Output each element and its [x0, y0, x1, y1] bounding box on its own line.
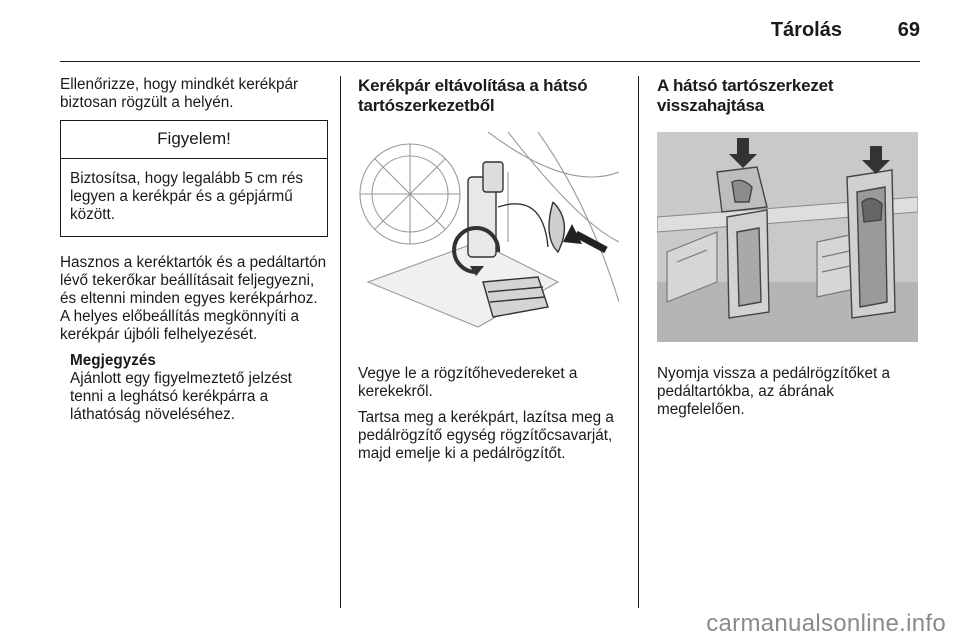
- watermark: carmanualsonline.info: [706, 610, 946, 637]
- paragraph: Vegye le a rögzítőhevedereket a kerekekről.: [358, 365, 578, 400]
- column-divider: [340, 76, 341, 608]
- column-2: [358, 76, 624, 471]
- pedal-holder-removal-illustration: [358, 132, 619, 342]
- rear-carrier-fold-illustration: [657, 132, 918, 342]
- column-3: [657, 76, 919, 427]
- column-1: [60, 76, 328, 424]
- section-heading: A hátsó tartószerkezet visszahajtása: [657, 76, 834, 115]
- paragraph: Hasznos a keréktartók és a pedáltartón lévő tekerőkar beállításait feljegyezni, és eltenni minden egyes kerékpárhoz. A helyes előbeállítás megkönnyíti a kerékpár újbóli felhelyezését.: [60, 254, 327, 343]
- note-block: [60, 352, 328, 424]
- paragraph: Nyomja vissza a pedálrögzítőket a pedáltartókba, az ábrának megfelelően.: [657, 365, 890, 418]
- page-number: 69: [897, 19, 920, 41]
- note-text: Ajánlott egy figyelmeztető jelzést tenni a leghátsó kerékpárra a láthatóság növeléséhez.: [70, 370, 292, 423]
- warning-title: Figyelem!: [61, 121, 327, 159]
- section-title: Tárolás: [770, 19, 842, 41]
- section-heading: Kerékpár eltávolítása a hátsó tartószerkezetből: [358, 76, 588, 115]
- warning-text: Biztosítsa, hogy legalább 5 cm rés legyen a kerékpár és a gépjármű között.: [70, 170, 303, 223]
- header-rule: [60, 61, 920, 62]
- warning-box: [60, 120, 328, 237]
- column-divider: [638, 76, 639, 608]
- paragraph: Ellenőrizze, hogy mindkét kerékpár biztosan rögzült a helyén.: [60, 76, 299, 111]
- paragraph: Tartsa meg a kerékpárt, lazítsa meg a pedálrögzítő egység rögzítőcsavarját, majd emelje ki a pedálrögzítőt.: [358, 409, 614, 462]
- note-heading: Megjegyzés: [70, 352, 156, 369]
